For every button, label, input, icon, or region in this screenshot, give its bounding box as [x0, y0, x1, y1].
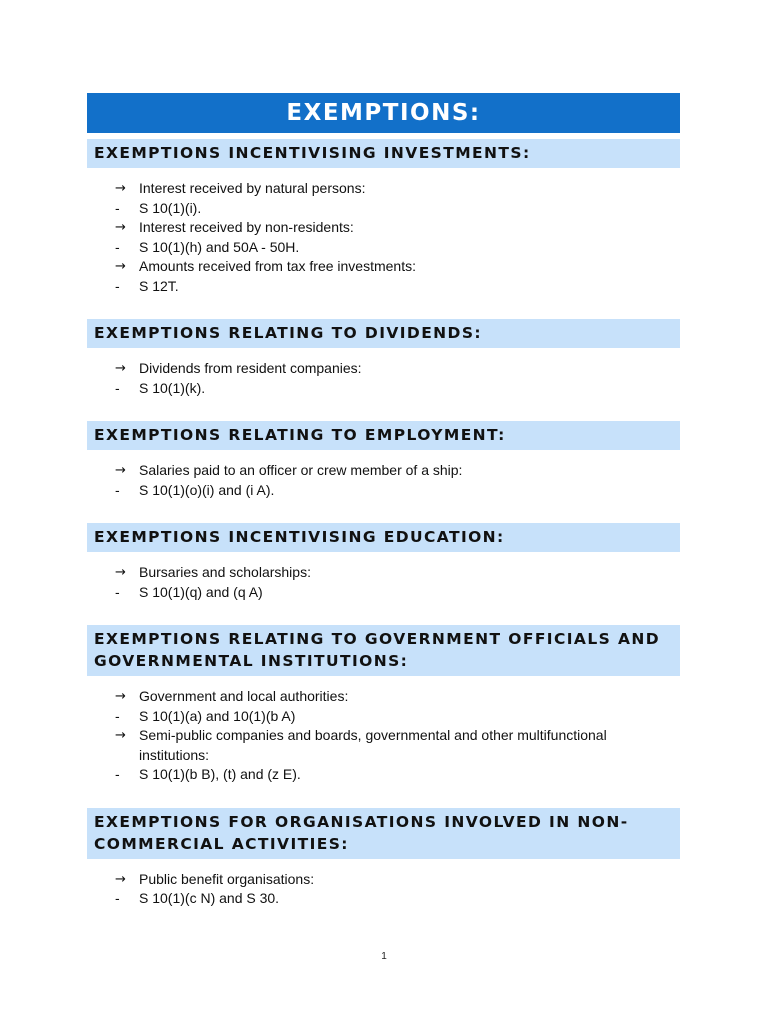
arrow-right-icon: →	[115, 463, 126, 478]
dash-bullet-icon: -	[115, 766, 120, 782]
section-reference-item	[87, 379, 680, 399]
dash-bullet-icon: -	[115, 379, 120, 396]
item-text: S 10(1)(q) and (q A)	[139, 583, 263, 600]
page-number: 1	[381, 951, 387, 962]
exemption-item	[87, 870, 680, 890]
section	[87, 421, 680, 517]
exemption-item	[87, 563, 680, 583]
section-reference-item	[87, 583, 680, 603]
section-reference-item	[87, 707, 680, 727]
section-reference-item	[87, 238, 680, 258]
item-text: Interest received by non-residents:	[139, 219, 354, 235]
item-text: S 10(1)(h) and 50A - 50H.	[139, 238, 300, 255]
item-text: Bursaries and scholarships:	[139, 564, 311, 580]
exemption-item	[87, 726, 680, 765]
arrow-right-icon: →	[115, 565, 126, 580]
item-text: Dividends from resident companies:	[139, 360, 362, 376]
section-reference-item	[87, 277, 680, 297]
section-reference-item	[87, 481, 680, 501]
dash-bullet-icon: -	[115, 238, 120, 255]
dash-bullet-icon: -	[115, 890, 120, 906]
item-text: S 10(1)(k).	[139, 379, 206, 396]
item-text: S 12T.	[139, 277, 179, 294]
document-content	[87, 93, 680, 926]
sections-container	[87, 139, 680, 926]
exemption-item	[87, 257, 680, 277]
section-heading: EXEMPTIONS RELATING TO GOVERNMENT OFFICIALS AND GOVERNMENTAL INSTITUTIONS:	[87, 625, 680, 676]
item-text: S 10(1)(b B), (t) and (z E).	[139, 766, 301, 782]
item-text: S 10(1)(a) and 10(1)(b A)	[139, 707, 296, 724]
section-heading: EXEMPTIONS INCENTIVISING EDUCATION:	[87, 523, 680, 552]
arrow-right-icon: →	[115, 220, 126, 235]
item-text: S 10(1)(o)(i) and (i A).	[139, 481, 275, 498]
item-text: Semi-public companies and boards, governmental and other multifunctional institutions:	[139, 727, 607, 763]
section-reference-item	[87, 199, 680, 219]
exemption-item	[87, 461, 680, 481]
exemption-item	[87, 218, 680, 238]
section-reference-item	[87, 889, 680, 909]
section-item-list	[87, 348, 680, 415]
section-item-list	[87, 859, 680, 926]
section-item-list	[87, 168, 680, 313]
section-heading: EXEMPTIONS INCENTIVISING INVESTMENTS:	[87, 139, 680, 168]
arrow-right-icon: →	[115, 871, 126, 887]
arrow-right-icon: →	[115, 689, 126, 704]
section-heading: EXEMPTIONS RELATING TO EMPLOYMENT:	[87, 421, 680, 450]
item-text: Amounts received from tax free investments:	[139, 258, 416, 274]
item-text: Interest received by natural persons:	[139, 180, 366, 196]
item-text: S 10(1)(i).	[139, 199, 202, 216]
arrow-right-icon: →	[115, 259, 126, 274]
dash-bullet-icon: -	[115, 277, 120, 294]
section-item-list	[87, 450, 680, 517]
dash-bullet-icon: -	[115, 199, 120, 216]
item-text: Salaries paid to an officer or crew member of a ship:	[139, 462, 463, 478]
item-text: S 10(1)(c N) and S 30.	[139, 890, 280, 906]
dash-bullet-icon: -	[115, 481, 120, 498]
arrow-right-icon: →	[115, 181, 126, 196]
arrow-right-icon: →	[115, 361, 126, 376]
arrow-right-icon: →	[115, 728, 126, 743]
exemption-item	[87, 687, 680, 707]
section-heading: EXEMPTIONS FOR ORGANISATIONS INVOLVED IN NON-COMMERCIAL ACTIVITIES:	[87, 808, 680, 859]
section-heading: EXEMPTIONS RELATING TO DIVIDENDS:	[87, 319, 680, 348]
item-text: Government and local authorities:	[139, 688, 349, 704]
section	[87, 625, 680, 802]
section	[87, 523, 680, 619]
exemption-item	[87, 179, 680, 199]
item-text: Public benefit organisations:	[139, 870, 315, 887]
section-item-list	[87, 552, 680, 619]
exemption-item	[87, 359, 680, 379]
section	[87, 808, 680, 926]
section-reference-item	[87, 765, 680, 785]
dash-bullet-icon: -	[115, 583, 120, 600]
section-item-list	[87, 676, 680, 802]
section	[87, 319, 680, 415]
page-title: EXEMPTIONS:	[87, 93, 680, 133]
section	[87, 139, 680, 313]
dash-bullet-icon: -	[115, 707, 120, 724]
